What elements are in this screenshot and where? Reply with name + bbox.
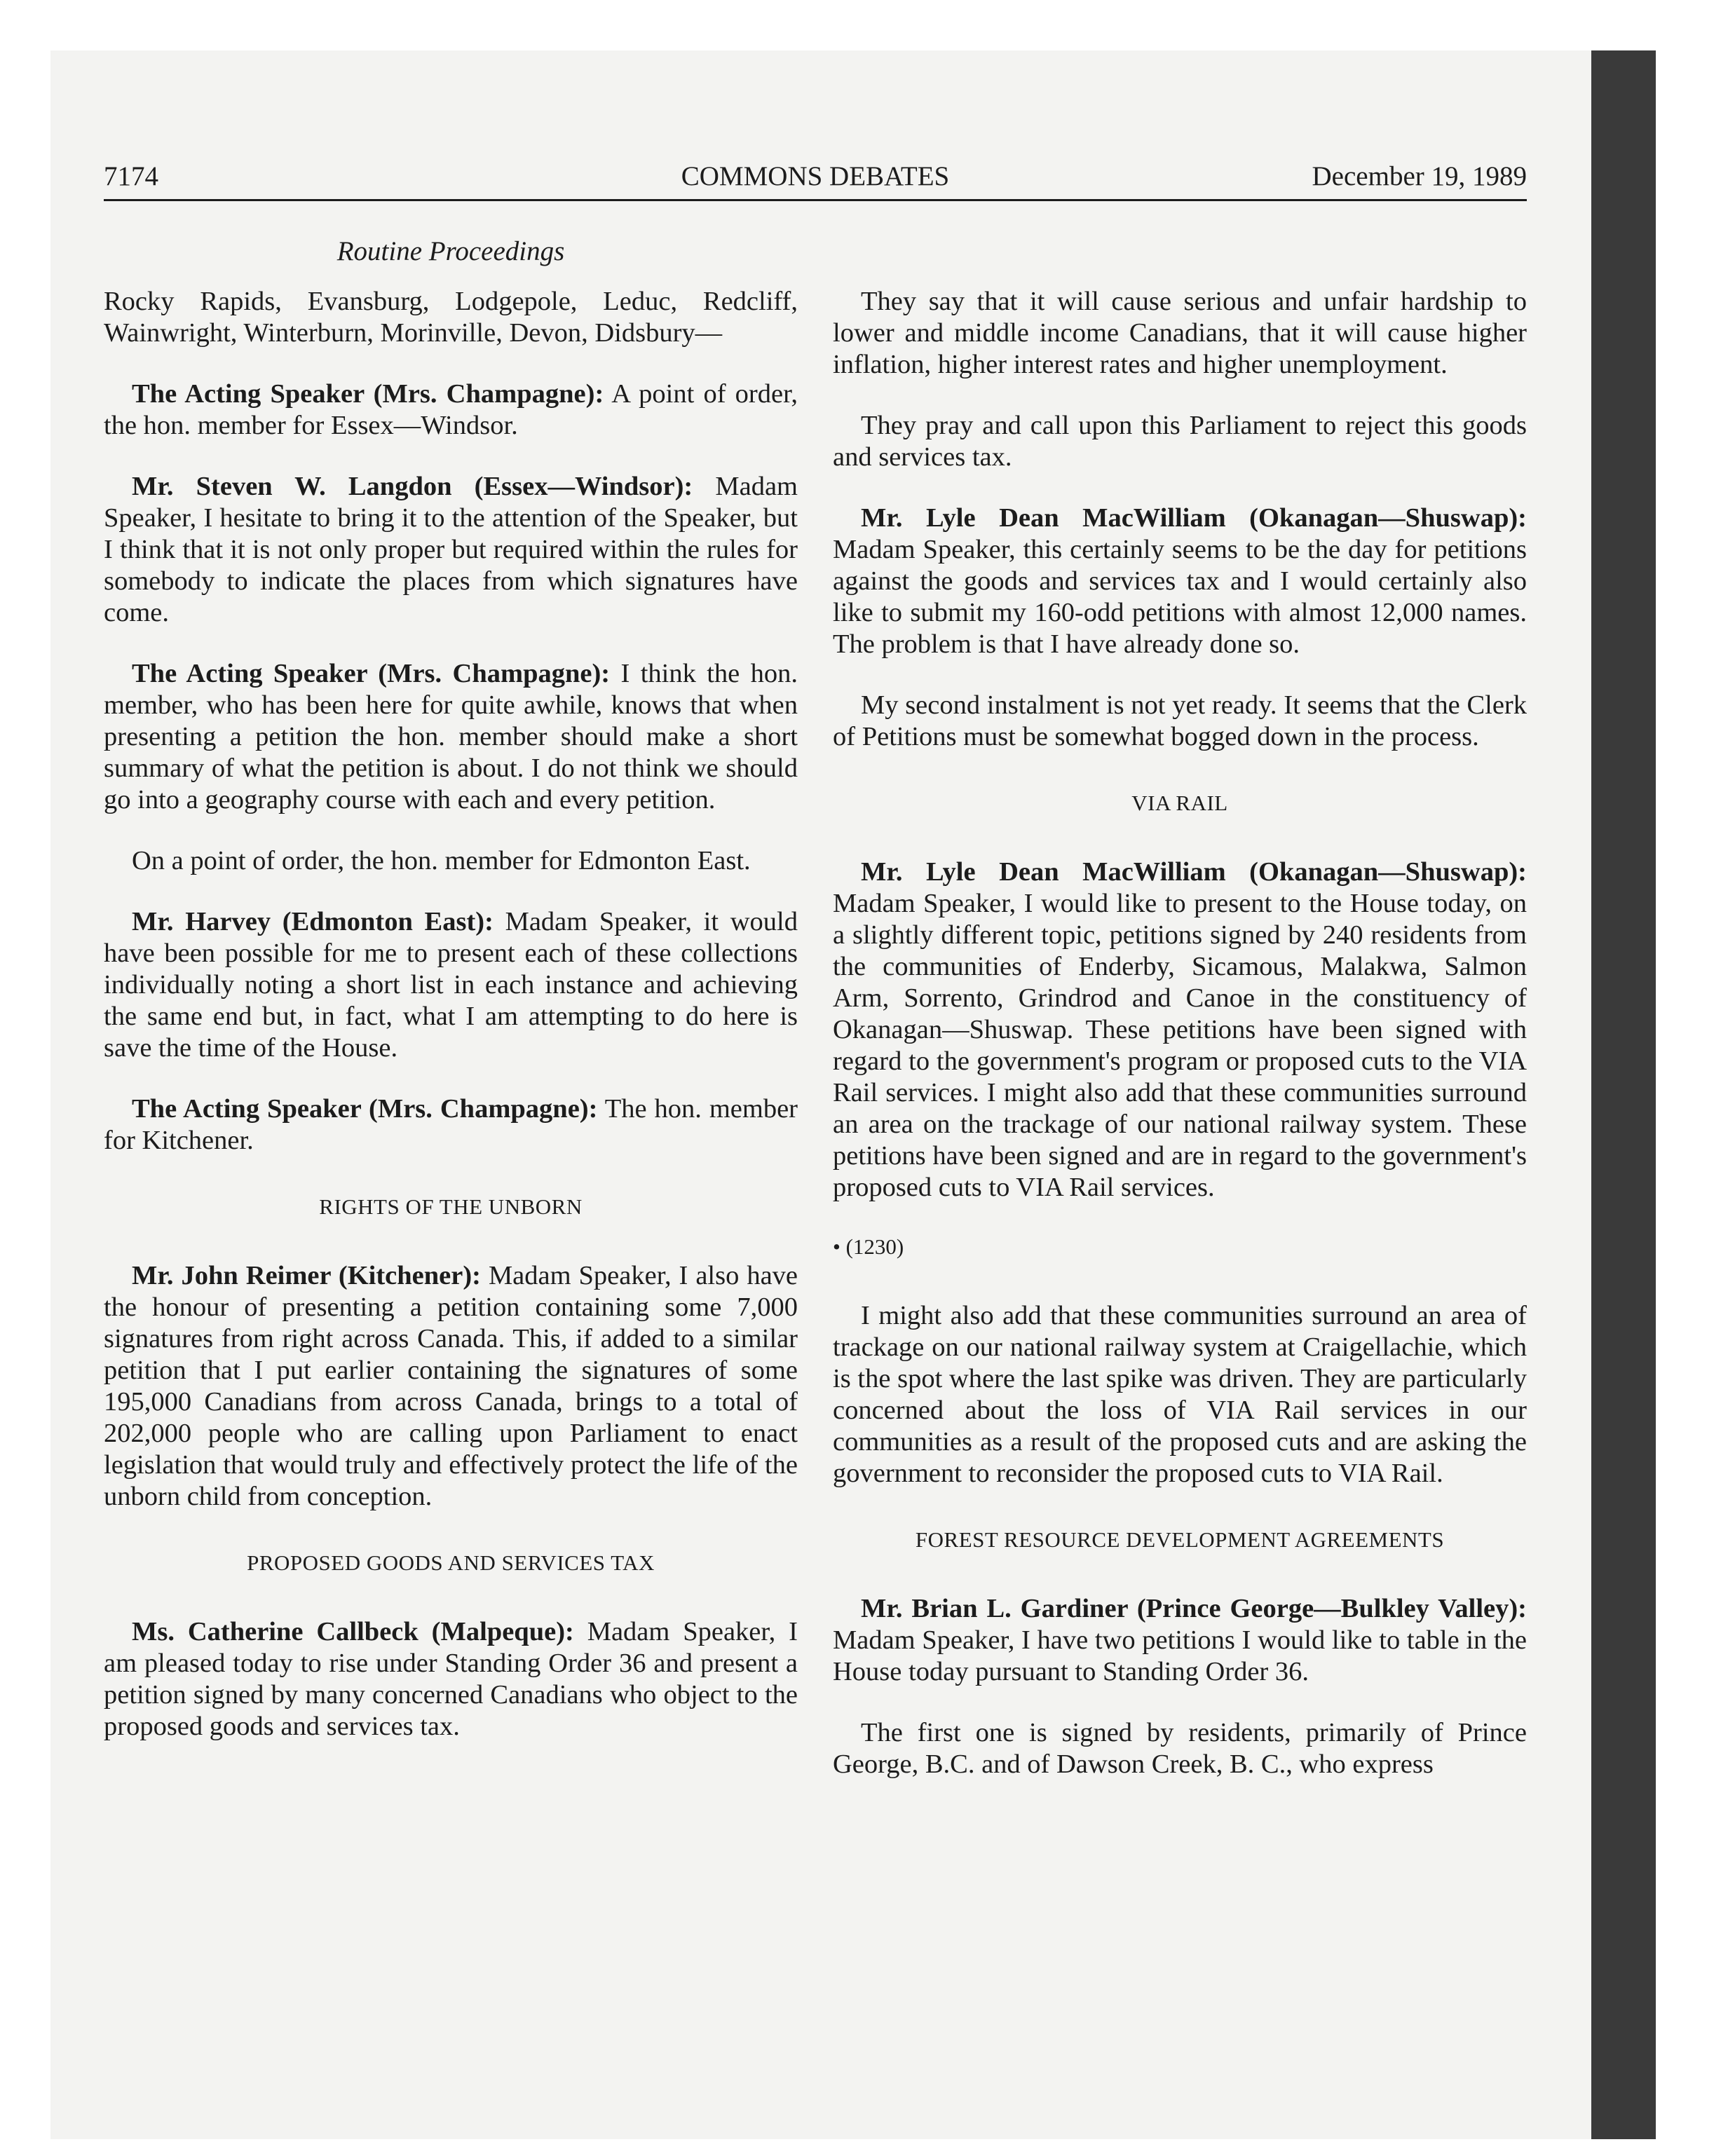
speaker-name: Mr. Lyle Dean MacWilliam (Okanagan—Shuswap):	[861, 857, 1527, 887]
speech-text: Madam Speaker, this certainly seems to be the day for petitions against the goods and services tax and I would certainly also like to submit my 160-odd petitions with almost 12,000 names. The problem is that I have already done so.	[833, 535, 1527, 659]
paragraph	[104, 906, 798, 1064]
paragraph: The first one is signed by residents, primarily of Prince George, B.C. and of Dawson Creek, B. C., who express	[833, 1718, 1527, 1779]
speech-text: Madam Speaker, I am pleased today to rise under Standing Order 36 and present a petition signed by many concerned Canadians who object to the proposed goods and services tax.	[104, 1617, 798, 1741]
speech-text: A point of order, the hon. member for Essex—Windsor.	[104, 379, 798, 440]
speech-text: Madam Speaker, it would have been possible for me to present each of these collections individually noting a short list in each instance and achieving the same end but, in fact, what I am attempting to do here is save the time of the House.	[104, 907, 798, 1063]
speaker-name: Mr. Steven W. Langdon (Essex—Windsor):	[132, 472, 693, 501]
paragraph	[104, 471, 798, 629]
speaker-name: The Acting Speaker (Mrs. Champagne):	[132, 659, 611, 688]
speaker-name: Mr. Harvey (Edmonton East):	[132, 907, 494, 936]
page-number: 7174	[104, 161, 158, 191]
paragraph: I might also add that these communities surround an area of trackage on our national railway system at Craigellachie, which is the spot where the last spike was driven. They are particularly concerned about the loss of VIA Rail services in our communities as a result of the proposed cuts and are asking the government to reconsider the proposed cuts to VIA Rail.	[833, 1301, 1527, 1488]
section-heading: VIA RAIL	[1131, 791, 1228, 815]
speaker-name: The Acting Speaker (Mrs. Champagne):	[132, 1094, 598, 1124]
paragraph	[833, 857, 1527, 1203]
paragraph	[833, 503, 1527, 660]
speech-text: Madam Speaker, I have two petitions I would like to table in the House today pursuant to Standing Order 36.	[833, 1625, 1527, 1686]
speaker-name: Mr. John Reimer (Kitchener):	[132, 1261, 481, 1290]
paragraph: They pray and call upon this Parliament to reject this goods and services tax.	[833, 411, 1527, 472]
section-heading: PROPOSED GOODS AND SERVICES TAX	[247, 1550, 655, 1575]
scan-edge-shadow	[1591, 50, 1656, 2139]
paragraph	[104, 1616, 798, 1742]
time-marker: • (1230)	[833, 1234, 904, 1259]
paragraph	[104, 1260, 798, 1513]
speaker-name: Mr. Brian L. Gardiner (Prince George—Bulkley Valley):	[861, 1594, 1527, 1623]
speech-text: Madam Speaker, I hesitate to bring it to the attention of the Speaker, but I think that it is not only proper but required within the rules for somebody to indicate the places from which signatures have come.	[104, 472, 798, 627]
paragraph	[104, 658, 798, 816]
section-heading: FOREST RESOURCE DEVELOPMENT AGREEMENTS	[915, 1527, 1445, 1552]
paragraph	[104, 378, 798, 442]
speech-text: Madam Speaker, I would like to present to the House today, on a slightly different topic, petitions signed by 240 residents from the communities of Enderby, Sicamous, Malakwa, Salmon Arm, Sorrento, Grindrod and Canoe in the constituency of Okanagan—Shuswap. These petitions have been signed with regard to the government's program or proposed cuts to the VIA Rail services. I might also add that these communities surround an area on the trackage of our national railway system. These petitions have been signed and are in regard to the government's proposed cuts to VIA Rail services.	[833, 889, 1527, 1202]
speech-text: The hon. member for Kitchener.	[104, 1094, 798, 1155]
paragraph	[833, 1593, 1527, 1688]
paragraph: They say that it will cause serious and unfair hardship to lower and middle income Canadians, that it will cause higher inflation, higher interest rates and higher unemployment.	[833, 287, 1527, 379]
speech-text: Madam Speaker, I also have the honour of presenting a petition containing some 7,000 signatures from right across Canada. This, if added to a similar petition that I put earlier containing the signatures of some 195,000 Canadians from across Canada, brings to a total of 202,000 people who are calling upon Parliament to enact legislation that would truly and effectively protect the life of the unborn child from conception.	[104, 1261, 798, 1511]
speaker-name: Ms. Catherine Callbeck (Malpeque):	[132, 1617, 574, 1646]
section-heading: RIGHTS OF THE UNBORN	[319, 1194, 583, 1219]
running-head: Routine Proceedings	[336, 236, 565, 266]
speaker-name: Mr. Lyle Dean MacWilliam (Okanagan—Shuswap):	[861, 503, 1527, 533]
speech-text: I think the hon. member, who has been here for quite awhile, knows that when presenting a petition the hon. member should make a short summary of what the petition is about. I do not think we should go into a geography course with each and every petition.	[104, 659, 798, 814]
paragraph	[104, 1093, 798, 1157]
header-date: December 19, 1989	[1312, 161, 1527, 191]
journal-title: COMMONS DEBATES	[681, 161, 950, 191]
paragraph: Rocky Rapids, Evansburg, Lodgepole, Leduc, Redcliff, Wainwright, Winterburn, Morinville, Devon, Didsbury—	[104, 287, 798, 348]
speaker-name: The Acting Speaker (Mrs. Champagne):	[132, 379, 604, 409]
right-column	[833, 286, 1527, 1810]
left-column	[104, 286, 798, 1772]
header-rule	[104, 199, 1527, 201]
paragraph: On a point of order, the hon. member for Edmonton East.	[132, 846, 751, 875]
paragraph: My second instalment is not yet ready. It seems that the Clerk of Petitions must be somewhat bogged down in the process.	[833, 690, 1527, 751]
